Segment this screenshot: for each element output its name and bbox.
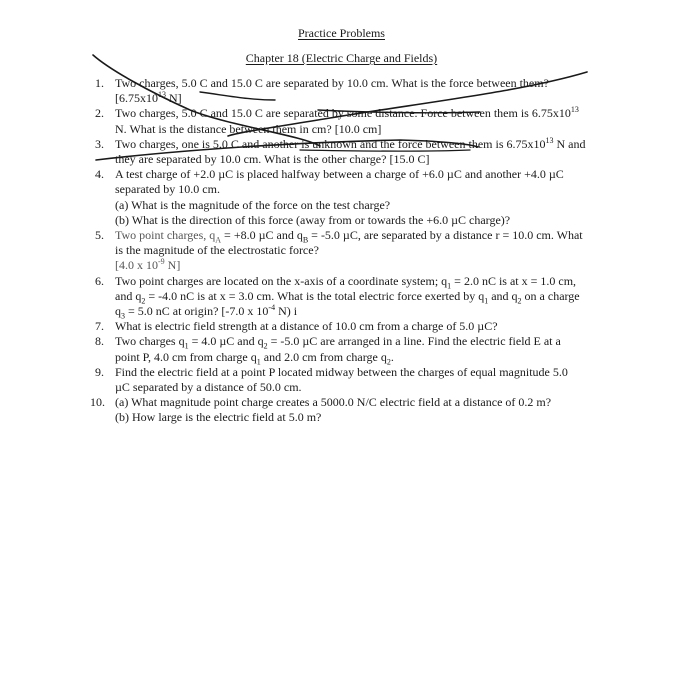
problem-number: 7. xyxy=(95,319,104,334)
problem-number: 8. xyxy=(95,334,104,349)
problem-text: Two charges, 5.0 C and 15.0 C are separated by some distance. Force between them is $6.75x10^{13}$ N. What is the distance between them in cm? [10.0 cm] xyxy=(115,105,579,136)
problem-number: 2. xyxy=(95,106,104,121)
problem-text: Two point charges, $q_A = +8.0$ µC and $q_B = -5.0$ µC, are separated by a distance r = 10.0 cm. What is the magnitude of the electrostatic force? [4.0 x $10^{-9}$ N] xyxy=(115,228,583,273)
cross-out-stroke xyxy=(96,140,478,160)
problem-text: Find the electric field at a point P located midway between the charges of equal magnitude 5.0 µC separated by a distance of 50.0 cm. xyxy=(115,364,568,395)
problem-number: 1. xyxy=(95,76,104,90)
problem-number: 3. xyxy=(95,136,104,151)
problem-text: A test charge of +2.0 µC is placed halfway between a charge of +6.0 µC and another +4.0 µC separated by 10.0 cm. (a) What is the magnitude of the force on the test charge? (b) What is the direction of this force (away from or towards the +6.0 µC charge)? xyxy=(115,167,564,227)
problem-text: (a) What magnitude point charge creates a 5000.0 N/C electric field at a distance of 0.2 m? (b) How large is the electric field at 5.0 m? xyxy=(115,395,552,425)
problem-text: Two charges, 5.0 C and 15.0 C are separated by 10.0 cm. What is the force between them? [$6.75x10^{13}$ N] xyxy=(115,76,549,106)
page-title: Practice Problems xyxy=(298,26,385,40)
problem-text: What is electric field strength at a distance of 10.0 cm from a charge of 5.0 µC? xyxy=(115,319,498,334)
problem-text: Two charges $q_1 = 4.0$ µC and $q_2 = -5.0$ µC are arranged in a line. Find the electric field E at a point P, 4.0 cm from charge $q_1$ and 2.0 cm from charge $q_2$. xyxy=(115,334,561,367)
problem-text: Two charges, one is 5.0 C and another is unknown and the force between them is $6.75x10^{13}$ N and they are separated by 10.0 cm. What is the other charge? [15.0 C] xyxy=(115,135,586,167)
problem-number: 5. xyxy=(95,228,104,243)
cross-out-stroke xyxy=(200,92,275,100)
cross-out-stroke xyxy=(318,110,480,113)
cross-out-stroke xyxy=(300,150,470,151)
chapter-subtitle: Chapter 18 (Electric Charge and Fields) xyxy=(245,51,438,65)
cross-out-stroke xyxy=(93,55,320,146)
problem-number: 4. xyxy=(95,167,104,182)
problem-number: 10. xyxy=(90,395,105,410)
cross-out-stroke xyxy=(228,72,587,136)
problem-text: Two point charges are located on the x-axis of a coordinate system; $q_1 = 2.0$ nC is at x = 1.0 cm, and $q_2 = -4.0$ nC is at x = 3.0 cm. What is the total electric force exerted by $q_1$ and $q_2$ on a charge $q_3 = 5.0$ nC at origin? [-7.0 x $10^{-4}$ N) i xyxy=(115,273,580,321)
problem-number: 9. xyxy=(95,364,104,379)
problem-number: 6. xyxy=(95,273,104,288)
